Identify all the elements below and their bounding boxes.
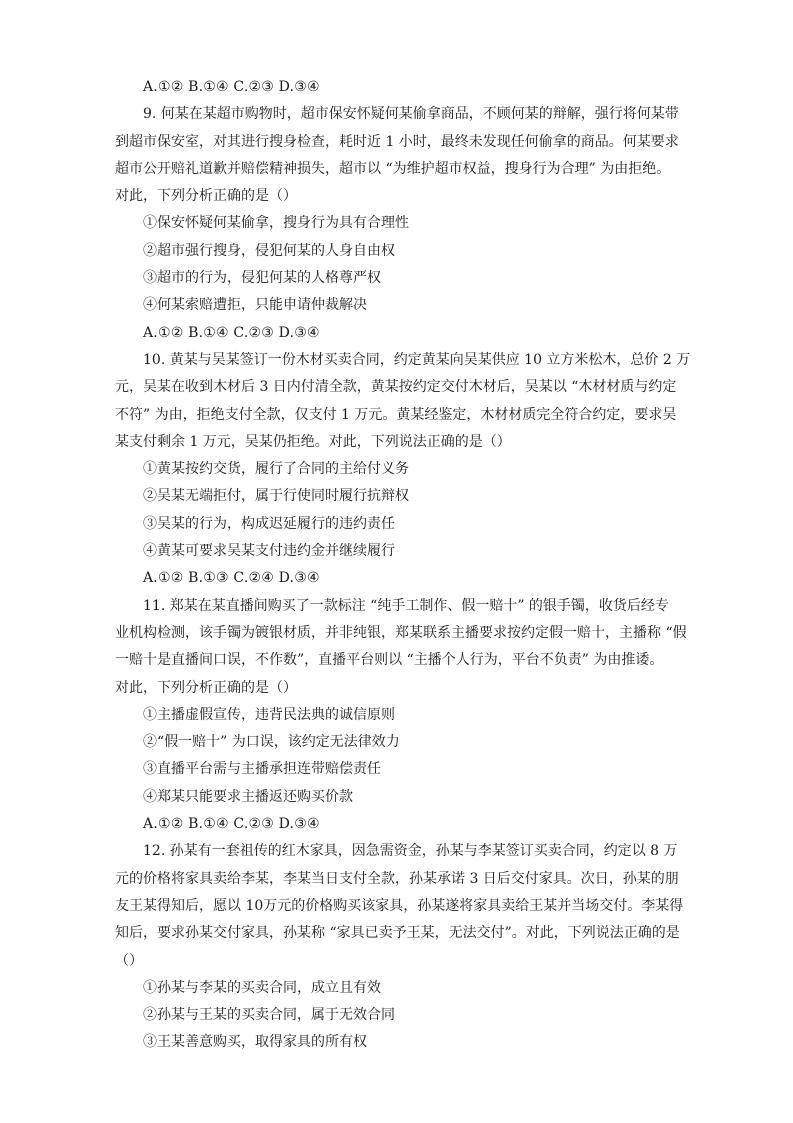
question-text: 10. 黄某与吴某签订一份木材买卖合同，约定黄某向吴某供应 10 立方米松木，总价 2 万 [143,351,691,368]
question-11 [115,593,690,839]
question-12 [115,838,690,1056]
statement-item: ①保安怀疑何某偷拿，搜身行为具有合理性 [143,215,409,232]
answer-options: A.①② B.①④ C.②③ D.③④ [143,816,320,833]
statement-item: ④郑某只能要求主播返还购买价款 [143,788,353,805]
statement-item: ③王某善意购买，取得家具的所有权 [143,1034,367,1051]
question-text: 某支付剩余 1 万元，吴某仍拒绝。对此，下列说法正确的是（） [115,433,511,450]
question-text: 12. 孙某有一套祖传的红木家具，因急需资金，孙某与李某签订买卖合同，约定以 8 万 [143,843,678,860]
question-text: 不符” 为由，拒绝支付全款，仅支付 1 万元。黄某经鉴定，木材材质完全符合约定，要求吴 [115,406,677,423]
statement-item: ①主播虚假宣传，违背民法典的诚信原则 [143,706,395,723]
document-page [115,74,690,1057]
statement-item: ④何某索赔遭拒，只能申请仲裁解决 [143,297,367,314]
question-text: 一赔十是直播间口误，不作数”，直播平台则以 “主播个人行为，平台不负责” 为由推诿。 [115,652,664,669]
question-text: 超市公开赔礼道歉并赔偿精神损失，超市以 “为维护超市权益，搜身行为合理” 为由拒绝。 [115,160,671,177]
question-9 [115,101,690,347]
answer-options: A.①② B.①④ C.②③ D.③④ [143,324,320,341]
statement-item: ④黄某可要求吴某支付违约金并继续履行 [143,543,395,560]
question-text: （） [115,952,143,969]
question-text: 对此，下列分析正确的是（） [115,679,297,696]
question-text: 元的价格将家具卖给李某，李某当日支付全款，孙某承诺 3 日后交付家具。次日，孙某的朋 [115,870,679,887]
question-text: 9. 何某在某超市购物时，超市保安怀疑何某偷拿商品，不顾何某的辩解，强行将何某带 [143,106,679,123]
statement-item: ①黄某按约交货，履行了合同的主给付义务 [143,461,409,478]
statement-item: ②“假一赔十” 为口误，该约定无法律效力 [143,734,400,751]
question-text: 友王某得知后，愿以 10万元的价格购买该家具，孙某遂将家具卖给王某并当场交付。李某得 [115,897,684,914]
question-text: 11. 郑某在某直播间购买了一款标注 “纯手工制作、假一赔十” 的银手镯，收货后经专 [143,597,669,614]
statement-item: ①孙某与李某的买卖合同，成立且有效 [143,979,381,996]
question-text: 到超市保安室，对其进行搜身检查，耗时近 1 小时，最终未发现任何偷拿的商品。何某要求 [115,133,679,150]
statement-item: ③吴某的行为，构成迟延履行的违约责任 [143,515,395,532]
question-text: 元，吴某在收到木材后 3 日内付清全款，黄某按约定交付木材后，吴某以 “木材材质与约定 [115,379,677,396]
statement-item: ③超市的行为，侵犯何某的人格尊严权 [143,270,381,287]
question-text: 知后，要求孙某交付家具，孙某称 “家具已卖予王某，无法交付”。对此，下列说法正确的是 [115,925,680,942]
answer-options: A.①② B.①④ C.②③ D.③④ [143,79,320,95]
statement-item: ②吴某无端拒付，属于行使同时履行抗辩权 [143,488,409,505]
statement-item: ②超市强行搜身，侵犯何某的人身自由权 [143,242,395,259]
question-10 [115,347,690,593]
statement-item: ②孙某与王某的买卖合同，属于无效合同 [143,1007,395,1024]
question-text: 对此，下列分析正确的是（） [115,188,297,205]
statement-item: ③直播平台需与主播承担连带赔偿责任 [143,761,381,778]
question-text: 业机构检测，该手镯为镀银材质，并非纯银，郑某联系主播要求按约定假一赔十，主播称 “假 [115,624,687,641]
answer-options: A.①② B.①③ C.②④ D.③④ [143,570,320,587]
